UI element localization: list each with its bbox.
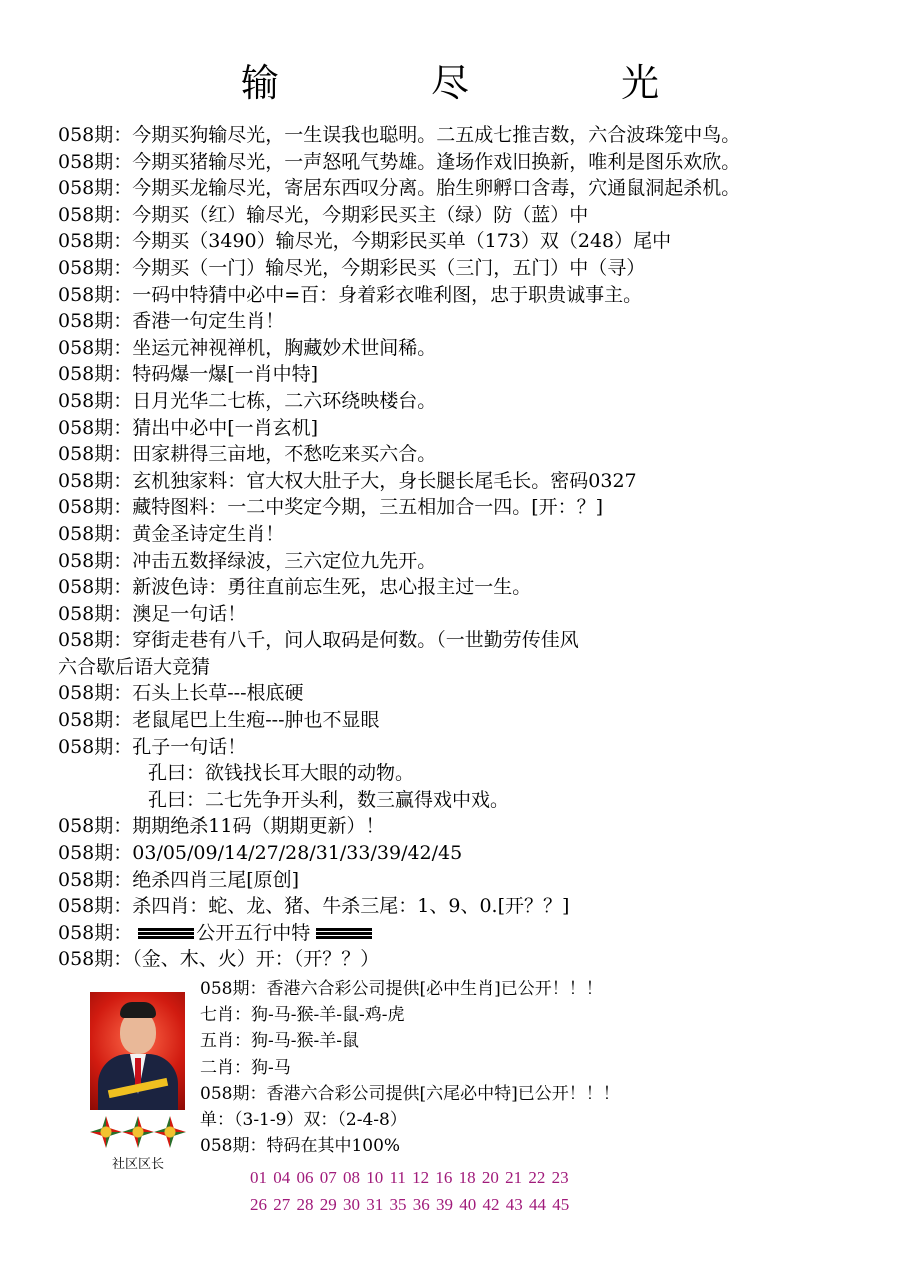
line-11: 058期：日月光华二七栋，二六环绕映楼台。 <box>58 389 437 412</box>
emblem-icon <box>154 1116 186 1148</box>
emblem-row <box>90 1112 186 1156</box>
line-27: 058期：期期绝杀11码（期期更新）！ <box>58 815 385 838</box>
wuxing-line: 058期：（金、木、火）开：（开？？） <box>58 948 380 971</box>
info-panel <box>200 976 890 1159</box>
line-3: 058期：今期买龙输尽光，寄居东西叹分离。胎生卵孵口含毒，穴通鼠洞起杀机。 <box>58 177 741 200</box>
triple-bar-icon <box>316 928 372 939</box>
number-grid <box>250 1164 890 1218</box>
line-7: 058期：一码中特猜中必中=百：身着彩衣唯利图，忠于职贵诚事主。 <box>58 283 643 306</box>
line-20: 058期：穿街走巷有八千，问人取码是何数。（一世勤劳传佳风 <box>58 629 579 652</box>
line-1: 058期：今期买狗输尽光，一生误我也聪明。二五成七推吉数，六合波珠笼中鸟。 <box>58 124 741 146</box>
emblem-icon <box>122 1116 154 1148</box>
triple-bar-icon <box>138 928 194 939</box>
line-29: 058期：绝杀四肖三尾[原创] <box>58 868 300 891</box>
portrait-image <box>90 992 185 1110</box>
line-12: 058期：猜出中必中[一肖玄机] <box>58 416 319 439</box>
line-16: 058期：黄金圣诗定生肖！ <box>58 522 285 545</box>
panel-line-6: 单：（3-1-9）双：（2-4-8） <box>200 1109 407 1130</box>
line-25: 孔曰：欲钱找长耳大眼的动物。 <box>148 762 415 785</box>
emblem-icon <box>90 1116 122 1148</box>
line-19: 058期：澳足一句话！ <box>58 602 247 625</box>
line-30: 058期：杀四肖：蛇、龙、猪、牛杀三尾：1、9、0.[开？？] <box>58 895 570 918</box>
page-title: 输 尽 光 <box>240 61 730 105</box>
line-4: 058期：今期买（红）输尽光，今期彩民买主（绿）防（蓝）中 <box>58 203 589 226</box>
portrait-caption: 社区区长 <box>111 1157 164 1172</box>
panel-line-4: 二肖：狗-马 <box>200 1057 291 1078</box>
line-14: 058期：玄机独家料：官大权大肚子大，身长腿长尾毛长。密码0327 <box>58 469 637 492</box>
prediction-lines <box>58 122 888 973</box>
line-15: 058期：藏特图料：一二中奖定今期，三五相加合一四。[开：？] <box>58 496 604 519</box>
line-13: 058期：田家耕得三亩地，不愁吃来买六合。 <box>58 443 437 466</box>
line-26: 孔曰：二七先争开头利，数三赢得戏中戏。 <box>148 788 510 811</box>
section-heading: 六合歇后语大竞猜 <box>58 655 211 678</box>
panel-line-7: 058期：特码在其中100% <box>200 1136 401 1157</box>
line-8: 058期：香港一句定生肖！ <box>58 310 285 333</box>
line-6: 058期：今期买（一门）输尽光，今期彩民买（三门，五门）中（寻） <box>58 256 646 279</box>
line-2: 058期：今期买猪输尽光，一声怒吼气势雄。逢场作戏旧换新，唯利是图乐欢欣。 <box>58 150 741 173</box>
gongkai-prefix: 058期： <box>58 921 133 944</box>
gongkai-text: 公开五行中特 <box>196 921 311 944</box>
line-23: 058期：老鼠尾巴上生疱---肿也不显眼 <box>58 709 380 732</box>
line-18: 058期：新波色诗：勇往直前忘生死，忠心报主过一生。 <box>58 576 532 599</box>
line-5: 058期：今期买（3490）输尽光，今期彩民买单（173）双（248）尾中 <box>58 230 672 253</box>
number-row-1: 01 04 06 07 08 10 11 12 16 18 20 21 22 23 <box>250 1168 569 1187</box>
gongkai-line <box>58 920 888 947</box>
line-22: 058期：石头上长草---根底硬 <box>58 682 304 705</box>
line-24: 058期：孔子一句话！ <box>58 735 247 758</box>
panel-line-5: 058期：香港六合彩公司提供[六尾必中特]已公开！！！ <box>200 1083 620 1104</box>
line-10: 058期：特码爆一爆[一肖中特] <box>58 363 319 386</box>
line-17: 058期：冲击五数择绿波，三六定位九先开。 <box>58 549 437 572</box>
panel-line-2: 七肖：狗-马-猴-羊-鼠-鸡-虎 <box>200 1005 405 1026</box>
panel-line-1: 058期：香港六合彩公司提供[必中生肖]已公开！！！ <box>200 979 603 999</box>
number-row-2: 26 27 28 29 30 31 35 36 39 40 42 43 44 45 <box>250 1195 570 1214</box>
line-28: 058期：03/05/09/14/27/28/31/33/39/42/45 <box>58 842 463 865</box>
line-9: 058期：坐运元神视禅机，胸藏妙术世间稀。 <box>58 336 437 359</box>
panel-line-3: 五肖：狗-马-猴-羊-鼠 <box>200 1031 359 1052</box>
